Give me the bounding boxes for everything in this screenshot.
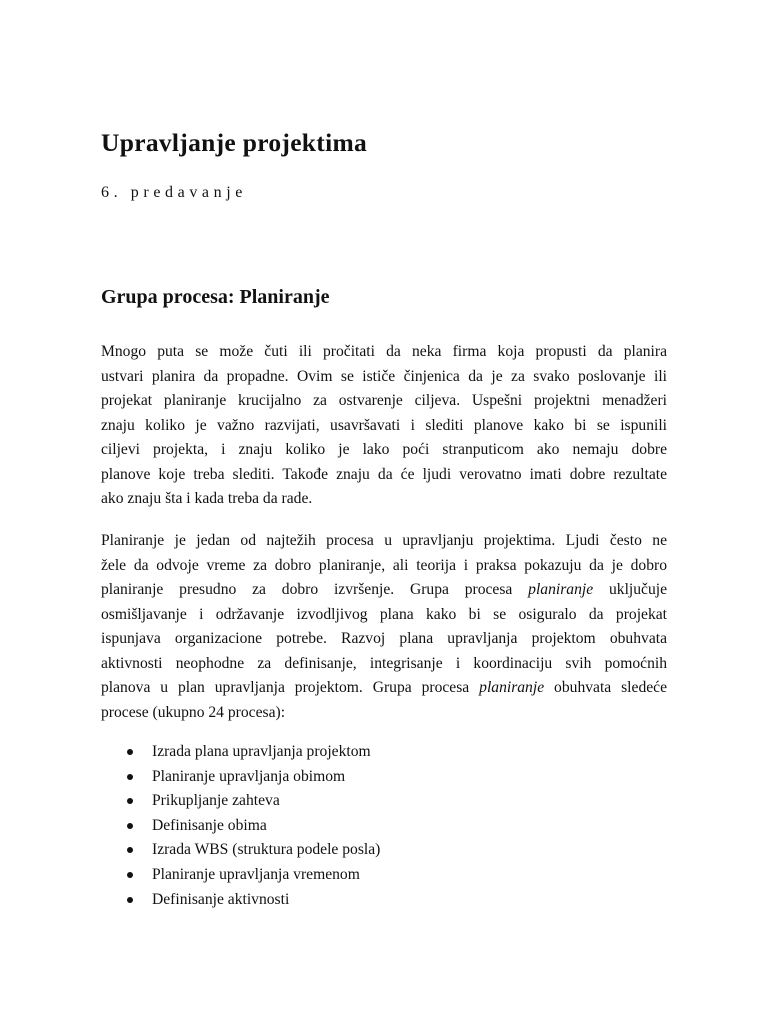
list-item — [101, 814, 380, 839]
paragraph-line: aktivnosti neophodne za definisanje, integrisanje i koordinaciju svih pomoćnih — [101, 654, 667, 672]
bullet-icon — [127, 798, 133, 804]
list-item-text: Definisanje aktivnosti — [152, 890, 290, 908]
bullet-icon — [127, 774, 133, 780]
list-item — [101, 888, 380, 913]
list-item — [101, 765, 380, 790]
intro-paragraph — [101, 340, 667, 512]
paragraph-line: osmišljavanje i održavanje izvodljivog plana kako bi se osiguralo da projekat — [101, 605, 667, 623]
paragraph-line — [101, 578, 667, 603]
list-item — [101, 789, 380, 814]
list-item-text: Definisanje obima — [152, 816, 267, 834]
paragraph-line: ciljevi projekta, i znaju koliko je lako poći stranputicom ako nemaju dobre — [101, 441, 667, 458]
italic-term: planiranje — [479, 679, 545, 696]
list-item-text: Izrada WBS (struktura podele posla) — [152, 841, 381, 859]
paragraph-line: žele da odvoje vreme za dobro planiranje, ali teorija i praksa pokazuju da je dobro — [101, 556, 667, 574]
bullet-icon — [127, 823, 133, 829]
paragraph-line — [101, 676, 667, 701]
process-list — [101, 740, 380, 912]
bullet-icon — [127, 897, 133, 903]
line-text: planiranje presudno za dobro izvršenje. Grupa procesa — [101, 581, 513, 598]
paragraph-line: planove koje treba slediti. Takođe znaju da će ljudi verovatno imati dobre rezultate — [101, 465, 667, 483]
paragraph-line: ispunjava organizacione potrebe. Razvoj plana upravljanja projektom obuhvata — [101, 630, 667, 647]
paragraph-line: procese (ukupno 24 procesa): — [101, 703, 286, 721]
list-item — [101, 740, 380, 765]
bullet-icon — [127, 872, 133, 878]
line-text: planova u plan upravljanja projektom. Grupa procesa — [101, 679, 470, 696]
list-item — [101, 863, 380, 888]
line-text: uključuje — [608, 581, 667, 598]
list-item-text: Izrada plana upravljanja projektom — [152, 743, 371, 760]
paragraph-line: ako znaju šta i kada treba da rade. — [101, 490, 313, 507]
list-item-text: Prikupljanje zahteva — [152, 792, 280, 810]
paragraph-line: projekat planiranje krucijalno za ostvarenje ciljeva. Uspešni projektni menadžeri — [101, 392, 667, 409]
paragraph-line: Mnogo puta se može čuti ili pročitati da neka firma koja propusti da planira — [101, 343, 667, 360]
document-title: Upravljanje projektima — [101, 128, 368, 157]
bullet-icon — [127, 749, 133, 755]
italic-term: planiranje — [528, 581, 594, 598]
section-heading: Grupa procesa: Planiranje — [101, 286, 330, 308]
planning-paragraph — [101, 529, 667, 725]
bullet-icon — [127, 847, 133, 853]
list-item-text: Planiranje upravljanja vremenom — [152, 865, 360, 883]
list-item-text: Planiranje upravljanja obimom — [152, 767, 346, 785]
list-item — [101, 838, 380, 863]
paragraph-line: znaju koliko je važno razvijati, usavršavati i slediti planove kako bi se ispunili — [101, 416, 667, 434]
document-subtitle: 6. predavanje — [101, 184, 247, 201]
paragraph-line: Planiranje je jedan od najtežih procesa u upravljanju projektima. Ljudi često ne — [101, 532, 667, 549]
paragraph-line: ustvari planira da propadne. Ovim se ističe činjenica da je za svako poslovanje ili — [101, 367, 667, 385]
line-text: obuhvata sledeće — [554, 679, 668, 696]
